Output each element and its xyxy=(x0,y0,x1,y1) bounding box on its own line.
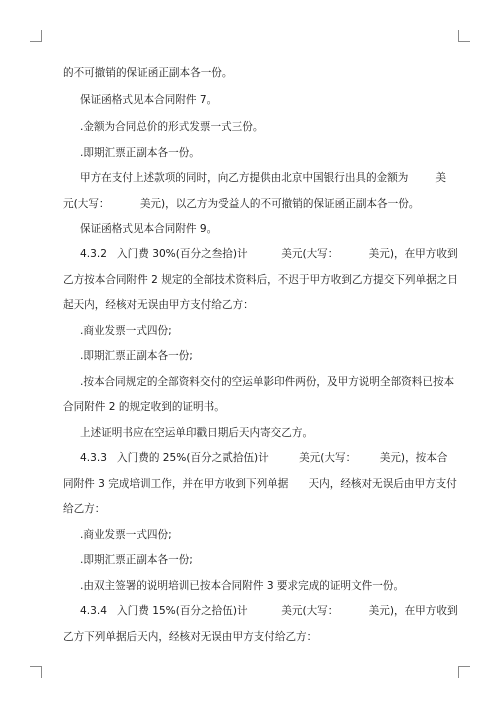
text-line: .即期汇票正副本各一份。 xyxy=(80,147,200,159)
text-line: 元(大写： 美元)，以乙方为受益人的不可撤销的保证函正副本各一份。 xyxy=(63,198,420,210)
text-line: 甲方在支付上述款项的同时，向乙方提供由北京中国银行出具的金额为 美 xyxy=(80,172,446,184)
text-line: 同附件 3 完成培训工作，并在甲方收到下列单据 天内，经核对无误后由甲方支付 xyxy=(63,478,457,490)
text-line: 保证函格式见本合同附件 9。 xyxy=(80,223,218,235)
clause-4-3-2-line: 4.3.2 入门费 30%(百分之叁拾)计 美元(大写： 美元)，在甲方收到 xyxy=(80,248,458,260)
text-line: .商业发票一式四份; xyxy=(80,325,172,337)
clause-4-3-4-line: 4.3.4 入门费 15%(百分之拾伍)计 美元(大写： 美元)，在甲方收到 xyxy=(80,605,458,617)
text-line: 的不可撤销的保证函正副本各一份。 xyxy=(63,67,233,79)
text-line: .即期汇票正副本各一份; xyxy=(80,554,193,566)
crop-mark-bottom-right xyxy=(458,666,470,678)
clause-4-3-3-line: 4.3.3 入门费的 25%(百分之贰拾伍)计 美元(大写： 美元)，按本合 xyxy=(80,452,448,464)
text-line: 给乙方： xyxy=(63,503,106,515)
text-line: 上述证明书应在空运单印戳日期后天内寄交乙方。 xyxy=(80,427,314,439)
text-line: .按本合同规定的全部资料交付的空运单影印件两份，及甲方说明全部资料已按本 xyxy=(80,376,455,388)
crop-mark-bottom-left xyxy=(30,666,42,678)
crop-mark-top-left xyxy=(30,30,42,42)
text-line: 起天内，经核对无误由甲方支付给乙方： xyxy=(63,299,254,311)
text-line: 保证函格式见本合同附件 7。 xyxy=(80,94,218,106)
text-line: .由双主签署的说明培训已按本合同附件 3 要求完成的证明文件一份。 xyxy=(80,580,405,592)
text-line: .即期汇票正副本各一份; xyxy=(80,350,193,362)
crop-mark-top-right xyxy=(458,30,470,42)
text-line: 乙方按本合同附件 2 规定的全部技术资料后，不迟于甲方收到乙方提交下列单据之日 xyxy=(63,274,458,286)
text-line: .金额为合同总价的形式发票一式三份。 xyxy=(80,121,264,133)
text-line: 合同附件 2 的规定收到的证明书。 xyxy=(63,401,225,413)
text-line: .商业发票一式四份; xyxy=(80,529,172,541)
text-line: 乙方下列单据后天内，经核对无误由甲方支付给乙方： xyxy=(63,631,318,643)
